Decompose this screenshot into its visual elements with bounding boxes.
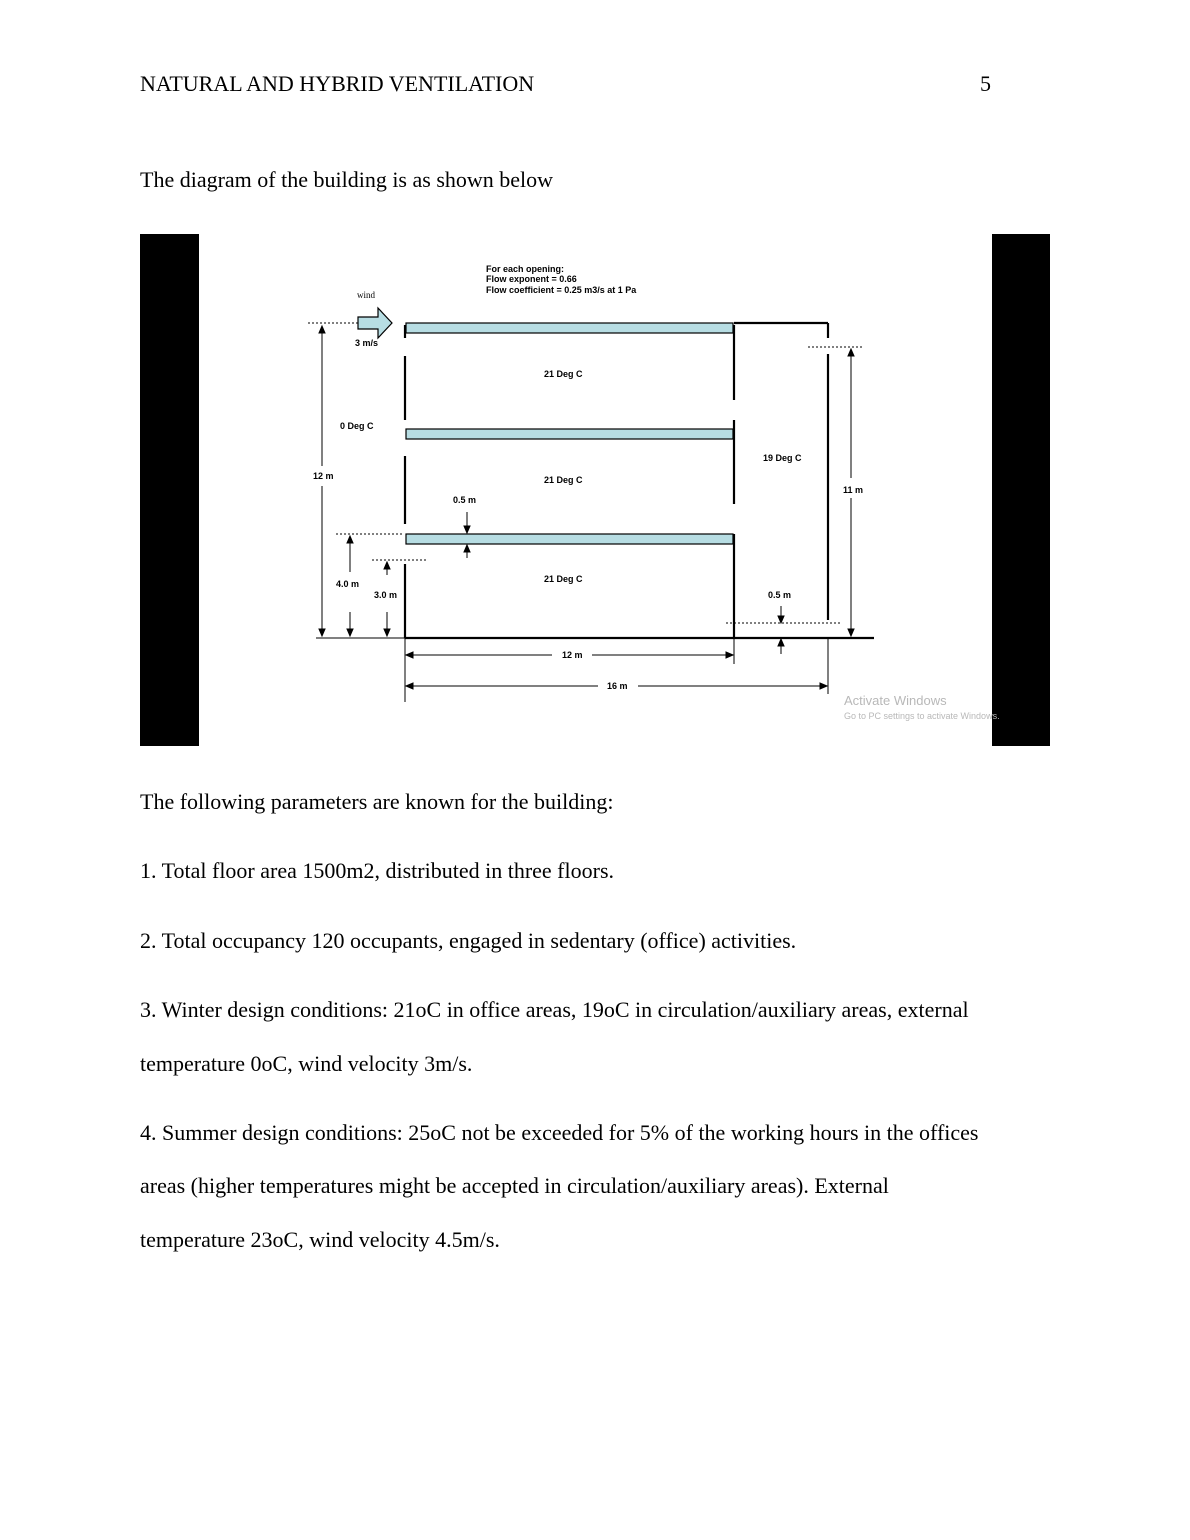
width-office-label: 12 m <box>562 650 583 660</box>
watermark-subtitle: Go to PC settings to activate Windows. <box>844 711 1000 721</box>
roof-slab <box>406 323 733 333</box>
height-12m-dimension <box>319 326 325 636</box>
opening-size-stack-label: 0.5 m <box>768 590 792 600</box>
running-head: NATURAL AND HYBRID VENTILATION <box>140 71 535 96</box>
watermark-title: Activate Windows <box>844 693 947 708</box>
parameter-item-4-line-2: areas (higher temperatures might be accepted in circulation/auxiliary areas). External <box>140 1173 889 1198</box>
parameter-item-3-line-2: temperature 0oC, wind velocity 3m/s. <box>140 1051 473 1076</box>
floor-2-temp: 21 Deg C <box>544 475 583 485</box>
parameter-item-1: 1. Total floor area 1500m2, distributed in three floors. <box>140 858 614 883</box>
parameter-item-2: 2. Total occupancy 120 occupants, engaged in sedentary (office) activities. <box>140 928 797 953</box>
second-floor-slab <box>406 429 733 439</box>
building-diagram-figure <box>140 234 1050 746</box>
circulation-temp: 19 Deg C <box>763 453 802 463</box>
wind-arrow-icon <box>358 308 392 338</box>
height-stack-label: 11 m <box>843 485 864 495</box>
floor-3-temp: 21 Deg C <box>544 369 583 379</box>
opening-size-stack-arrows <box>778 606 784 654</box>
building-diagram <box>140 234 1050 746</box>
note-coefficient: Flow coefficient = 0.25 m3/s at 1 Pa <box>486 285 637 295</box>
floor-1-temp: 21 Deg C <box>544 574 583 584</box>
height-total-label: 12 m <box>313 471 334 481</box>
opening-size-floor-label: 0.5 m <box>453 495 477 505</box>
page-number: 5 <box>980 71 991 96</box>
height-4-label: 4.0 m <box>336 579 360 589</box>
note-title: For each opening: <box>486 264 565 274</box>
width-total-label: 16 m <box>607 681 628 691</box>
wind-speed: 3 m/s <box>355 338 379 348</box>
outside-temp: 0 Deg C <box>340 421 374 431</box>
parameter-item-4-line-3: temperature 23oC, wind velocity 4.5m/s. <box>140 1227 500 1252</box>
parameters-intro: The following parameters are known for the building: <box>140 789 614 814</box>
parameter-item-3-line-1: 3. Winter design conditions: 21oC in office areas, 19oC in circulation/auxiliary areas, external <box>140 997 969 1022</box>
first-floor-slab <box>406 534 733 544</box>
wind-label: wind <box>357 290 375 300</box>
building-walls <box>405 323 874 638</box>
height-3-label: 3.0 m <box>374 590 398 600</box>
intro-paragraph: The diagram of the building is as shown below <box>140 167 554 192</box>
note-exponent: Flow exponent = 0.66 <box>486 274 577 284</box>
parameter-item-4-line-1: 4. Summer design conditions: 25oC not be exceeded for 5% of the working hours in the offices <box>140 1120 979 1145</box>
